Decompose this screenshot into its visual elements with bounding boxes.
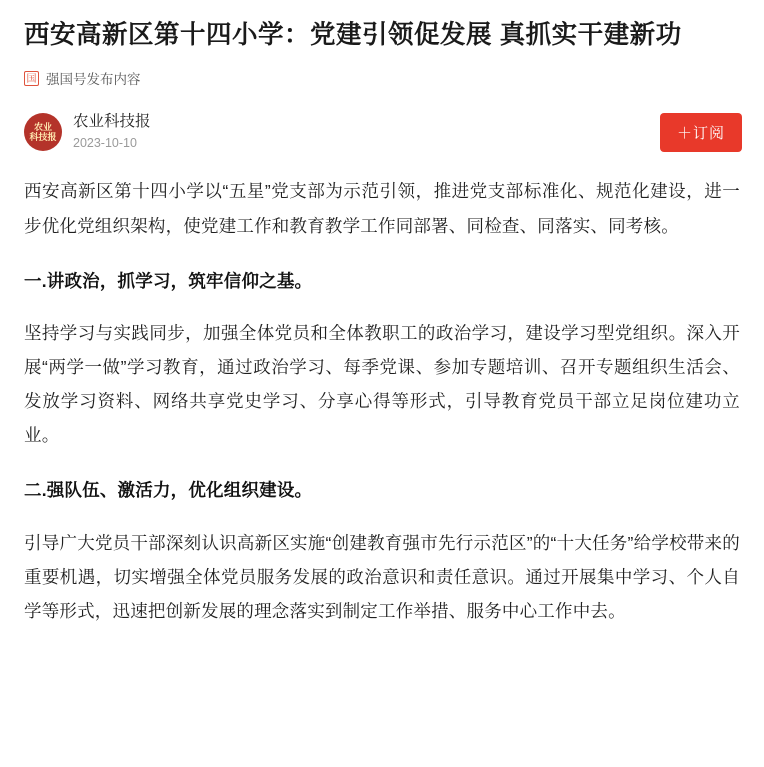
source-label: 强国号发布内容 [46,72,141,88]
article-subheading: 二.强队伍、激活力，优化组织建设。 [24,480,313,501]
strong-nation-badge-icon: 国 [24,71,39,86]
article-paragraph: 西安高新区第十四小学以“五星”党支部为示范引领，推进党支部标准化、规范化建设，进一步优化党组织架构，使党建工作和教育教学工作同部署、同检查、同落实、同考核。 [24,181,740,236]
avatar-line-2: 科技报 [29,132,57,143]
article-page [0,18,764,628]
author-name[interactable]: 农业科技报 [73,113,151,131]
source-row [22,68,742,88]
page-title: 西安高新区第十四小学：党建引领促发展 真抓实干建新功 [24,21,682,49]
avatar[interactable] [24,113,62,151]
author-meta [73,112,660,152]
article-body [22,174,742,628]
avatar-line-1: 农业 [33,122,52,133]
article-subheading: 一.讲政治，抓学习，筑牢信仰之基。 [24,270,313,291]
article-paragraph: 坚持学习与实践同步，加强全体党员和全体教职工的政治学习，建设学习型党组织。深入开展“两学一做”学习教育，通过政治学习、每季党课、参加专题培训、召开专题组织生活会、发放学习资料、网络共享党史学习、分享心得等形式，引导教育党员干部立足岗位建功立业。 [24,322,740,446]
publish-date: 2023-10-10 [73,136,137,151]
article-paragraph: 引导广大党员干部深刻认识高新区实施“创建教育强市先行示范区”的“十大任务”给学校带来的重要机遇，切实增强全体党员服务发展的政治意识和责任意识。通过开展集中学习、个人自学等形式，迅速把创新发展的理念落实到制定工作举措、服务中心工作中去。 [24,532,740,621]
subscribe-button[interactable]: ＋订阅 [660,113,742,152]
author-row [22,112,742,152]
